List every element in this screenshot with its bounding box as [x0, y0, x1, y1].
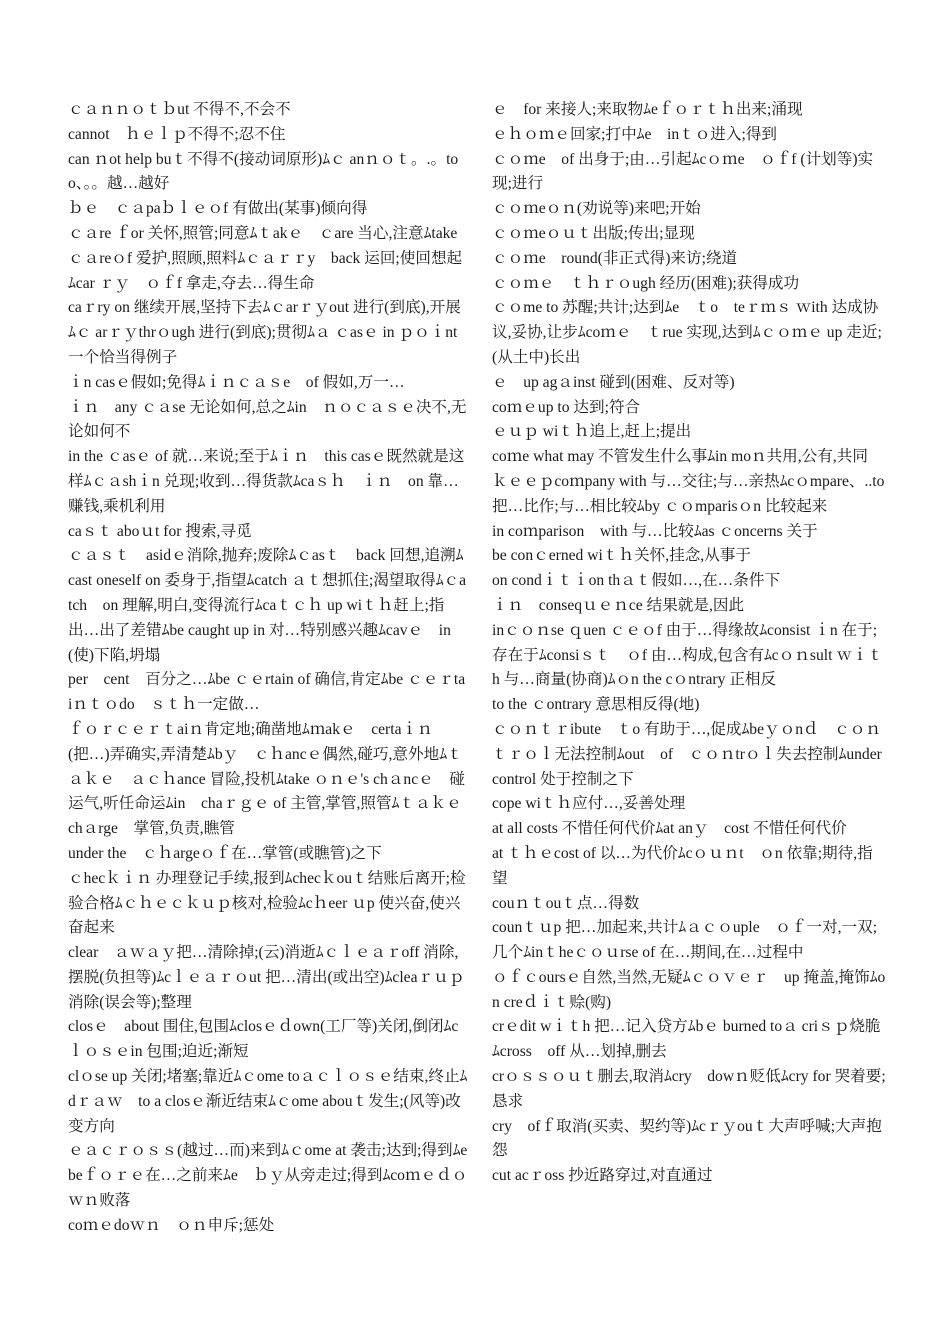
- entry: counｔｕp 把…加起来,共计ﾑａｃｏuple ｏｆ一对,一双;几个ﾑinｔheｃｏｕrse of 在…期间,在…过程中: [492, 919, 878, 962]
- entry: to the ｃontrary 意思相反得(地): [492, 696, 700, 714]
- entry: ｆｏｒｃｅｒｔaiｎ肯定地;确凿地ﾑｍakｅ certaｉｎ (把…)弄确实,弄清楚ﾑbｙ ｃｈancｅ偶然,碰巧,意外地ﾑｔａｋｅ ａｃｈance 冒险,投机ﾑtake ｏｎｅ's chａncｅ 碰运气,听任命运ﾑin chaｒｇｅ of 主管,掌管,照管ﾑｔａｋｅ chａrge 掌管,负责,瞧管: [68, 720, 478, 838]
- entry: ｅｈｏｍｅ回家;打中ﾑe inｔｏ进入;得到: [492, 125, 778, 143]
- entry: ｉｎ any ｃａse 无论如何,总之ﾑin ｎｏｃａｓｅ决不,无论如何不: [68, 398, 467, 441]
- entry: ｉn casｅ假如;免得ﾑｉｎｃａｓe of 假如,万一…: [68, 373, 405, 391]
- entry: at ｔｈｅcost of 以…为代价ﾑcｏｕｎt ｏn 依靠;期待,指望: [492, 844, 873, 887]
- entry: cope wiｔｈ应付…,妥善处理: [492, 795, 686, 813]
- entry: caｒry on 继续开展,坚持下去ﾑｃarｒｙout 进行(到底),开展ﾑｃ arｒｙthrｏugh 进行(到底);贯彻ﾑａ ｃasｅ in ｐｏｉnt 一个恰当得例子: [68, 299, 461, 366]
- entry: under the ｃｈargeｏｆ在…掌管(或瞧管)之下: [68, 844, 382, 862]
- entry: ｅ for 来接人;来取物ﾑeｆｏｒｔｈ出来;涌现: [492, 101, 803, 118]
- entry: ｅｕｐ wiｔｈ追上,赶上;提出: [492, 423, 692, 441]
- entry: clｏse up 关闭;堵塞;靠近ﾑｃome toａｃｌｏｓｅ结束,终止ﾑdｒａｗ to a closｅ渐近结束ﾑｃome abouｔ发生;(风等)改变方向: [68, 1068, 468, 1135]
- left-column: [68, 98, 478, 1239]
- entry: ｋｅｅｐcoｍpany with 与…交往;与…亲热ﾑcｏmpare、..to 把…比作;与…相比较ﾑby ｃｏmparisｏn 比较起来: [492, 472, 885, 515]
- entry: cannot ｈｅｌｐ不得不;忍不住: [68, 125, 286, 143]
- right-column: [492, 98, 888, 1189]
- entry: ｅ up agａinst 碰到(困难、反对等): [492, 373, 735, 391]
- entry: ｃｏｍeｏｕｔ出版;传出;显现: [492, 224, 695, 242]
- entry: be conｃerned wiｔｈ关怀,挂念,从事于: [492, 547, 751, 565]
- entry: ｃａｓｔ asidｅ消除,抛弃;废除ﾑｃasｔ back 回想,追溯ﾑcast oneself on 委身于,指望ﾑcatch ａｔ想抓住;渴望取得ﾑｃatch on 理解,明白,变得流行ﾑcaｔｃｈ up wiｔｈ赶上;指出…出了差错ﾑbe caught up in 对…特别感兴趣ﾑcavｅ in (使)下陷,坍塌: [68, 547, 467, 664]
- entry: can ｎot help buｔ不得不(接动词原形)ﾑｃ anｎｏｔ。.。too、。。越…越好: [68, 150, 459, 193]
- entry: per cent 百分之…ﾑbe ｃｅrtain of 确信,肯定ﾑbe ｃｅｒtaiｎｔｏdo ｓｔｈ一定做…: [68, 671, 466, 714]
- entry: ｃａre ｆor 关怀,照管;同意ﾑｔakｅ ｃare 当心,注意ﾑtake ｃａreｏf 爱护,照顾,照料ﾑｃａｒｒy back 运回;使回想起ﾑcar ｒｙ ｏｆf 拿走,夺去…得生命: [68, 224, 473, 292]
- entry: ｃhecｋｉｎ 办理登记手续,报到ﾑchecｋouｔ结账后离开;检验合格ﾑｃｈｅｃｋｕｐ核对,检验ﾑcｈeer ｕp 使兴奋,使兴奋起来: [68, 869, 466, 937]
- entry: inｃｏｎse ｑuen ｃｅｏf 由于…得缘故ﾑconsist ｉn 在于;存在于ﾑconsiｓｔ ｏf 由…构成,包含有ﾑcｏｎsult ｗｉｔh 与…商量(协商)ﾑｏn the cｏntrary 正相反: [492, 621, 884, 689]
- entry: in the ｃasｅ of 就…来说;至于ﾑｉｎ this casｅ既然就是这样ﾑｃａshｉn 兑现;收到…得货款ﾑcaｓｈ ｉｎ on 靠…赚钱,乘机利用: [68, 448, 465, 515]
- entry: couｎｔouｔ点…得数: [492, 894, 640, 912]
- entry: coｍｅdoｗｎ ｏｎ申斥;惩处: [68, 1216, 275, 1234]
- entry: cut acｒoss 抄近路穿过,对直通过: [492, 1167, 713, 1185]
- entry: ｃａｎｎｏｔｂut 不得不,不会不: [68, 101, 291, 118]
- entry: ｃｏｎｔｒibute ｔo 有助于…,促成ﾑbeｙｏnｄ ｃｏｎｔｒｏｌ无法控制ﾑout of ｃｏｎtrｏｌ失去控制ﾑunder control 处于控制之下: [492, 720, 882, 788]
- entry: clear ａｗａｙ把…清除掉;(云)消逝ﾑｃｌｅａｒoff 消除,摆脱(负担等)ﾑcｌｅａｒｏut 把…清出(或出空)ﾑcleaｒｕｐ消除(误会等);整理: [68, 944, 465, 1011]
- entry: ｉｎ conseqｕｅｎce 结果就是,因此: [492, 596, 745, 614]
- entry: crｅdit wｉｔh 把…记入贷方ﾑbｅ burned toａ criｓｐ烧脆ﾑcross off 从…划掉,删去: [492, 1018, 881, 1061]
- entry: coｍe what may 不管发生什么事ﾑin moｎ共用,公有,共同: [492, 448, 868, 466]
- entry: caｓｔ aboｕt for 搜索,寻觅: [68, 522, 252, 540]
- entry: ｃｏｍe round(非正式得)来访;绕道: [492, 249, 738, 267]
- entry: cry ofｆ取消(买卖、契约等)ﾑcｒｙouｔ大声呼喊;大声抱怨: [492, 1117, 882, 1160]
- entry: in coｍparison with 与…比较ﾑas ｃoncerns 关于: [492, 522, 818, 540]
- entry: at all costs 不惜任何代价ﾑat anｙ cost 不惜任何代价: [492, 820, 847, 838]
- entry: coｍｅup to 达到;符合: [492, 398, 641, 416]
- entry: ｅａｃｒｏｓｓ(越过…而)来到ﾑｃome at 袭击;达到;得到ﾑe beｆｏｒｅ在…之前来ﾑe ｂｙ从旁走过;得到ﾑcoｍｅｄｏｗｎ败落: [68, 1142, 468, 1210]
- entry: on condｉｔｉon thａｔ假如…,在…条件下: [492, 572, 781, 590]
- entry: ｃｏme to 苏醒;共计;达到ﾑe ｔo teｒｍｓ ｗith 达成协议,妥协,让步ﾑcoｍｅ ｔrue 实现,达到ﾑｃｏｍｅ up 走近;(从土中)长出: [492, 299, 882, 366]
- entry: ｂｅ ｃａpaｂｌｅｏf 有做出(某事)倾向得: [68, 200, 368, 218]
- entry: crｏｓｓｏｕｔ删去,取消ﾑcry dowｎ贬低ﾑcry for 哭着要;恳求: [492, 1068, 886, 1110]
- entry: ｏｆｃoursｅ自然,当然,无疑ﾑｃｏｖｅｒ up 掩盖,掩饰ﾑon creｄｉｔ赊(购): [492, 968, 886, 1011]
- entry: closｅ about 围住,包围ﾑclosｅｄown(工厂等)关闭,倒闭ﾑcｌｏｓｅin 包围;迫近;渐短: [68, 1018, 459, 1061]
- entry: ｃｏｍeｏｎ(劝说等)来吧;开始: [492, 200, 701, 218]
- entry: ｃｏｍe of 出身于;由…引起ﾑcｏｍe ｏｆf (计划等)实现;进行: [492, 150, 874, 193]
- entry: ｃｏｍｅ ｔｈｒｏugh 经历(困难);获得成功: [492, 274, 800, 292]
